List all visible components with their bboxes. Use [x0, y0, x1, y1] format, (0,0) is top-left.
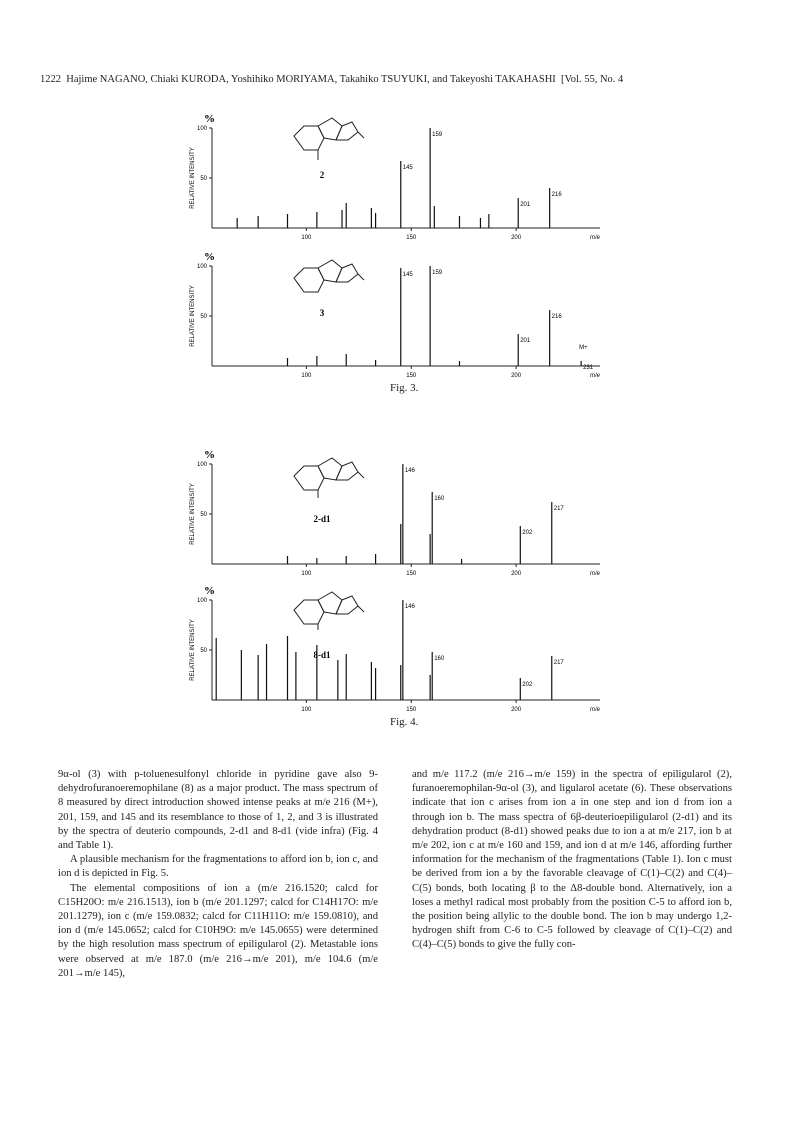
x-tick-label: 200 — [511, 707, 522, 713]
x-tick-label: 200 — [511, 373, 522, 379]
peak-label: 159 — [432, 270, 443, 276]
percent-label: % — [204, 113, 215, 125]
x-tick-label: 150 — [406, 571, 417, 577]
spectrum-svg — [190, 584, 610, 724]
peak-label: 146 — [404, 468, 415, 474]
y-tick-label: 50 — [200, 512, 207, 518]
structure-2-d1 — [288, 454, 368, 514]
x-axis-label: m/e — [589, 571, 600, 577]
peak-label: 216 — [551, 314, 562, 320]
peak-label: 145 — [402, 165, 413, 171]
figure-4-caption: Fig. 4. — [390, 716, 419, 728]
running-header — [40, 74, 740, 85]
percent-label: % — [204, 585, 215, 597]
x-tick-label: 150 — [406, 373, 417, 379]
x-tick-label: 100 — [301, 373, 312, 379]
peak-label: 201 — [520, 202, 531, 208]
peak-label: 231 — [583, 365, 594, 371]
compound-label: 2-d1 — [313, 514, 331, 524]
figure-3-caption: Fig. 3. — [390, 382, 419, 394]
x-tick-label: 100 — [301, 235, 312, 241]
x-tick-label: 200 — [511, 571, 522, 577]
structure-2 — [288, 108, 368, 178]
x-tick-label: 150 — [406, 707, 417, 713]
y-axis-label: RELATIVE INTENSITY — [190, 619, 196, 681]
y-tick-label: 50 — [200, 314, 207, 320]
y-tick-label: 100 — [196, 264, 207, 270]
paragraph: The elemental compositions of ion a (m/e 216.1520; calcd for C15H20O: m/e 216.1513), ion b (m/e 201.1297; calcd for C14H17O: m/e 201.1279), ion c (m/e 159.0832; calcd for C11H11O: m/e 159.0810), and ion d (m/e 145.0652; calcd for C10H9O: m/e 145.0655) were determined by the high resolution mass spectrum of epiligularol (2). Metastable ions were observed at m/e 187.0 (m/e 216→m/e 201), m/e 104.6 (m/e 201→m/e 145), — [58, 882, 378, 979]
peak-label: 217 — [553, 660, 564, 666]
spectrum-svg — [190, 112, 610, 252]
mass-spectrum-3 — [190, 250, 630, 390]
molecular-ion-label: M+ — [579, 345, 588, 351]
peak-label: 145 — [402, 272, 413, 278]
mass-spectrum-2 — [190, 112, 630, 252]
paragraph: 9α-ol (3) with p-toluenesulfonyl chloride in pyridine gave also 9-dehydrofuranoeremophilane (8) as a major product. The mass spectrum of 8 measured by direct introduction showed intense peaks at m/e 216 (M+), 201, 159, and 145 and its resemblance to those of 1, 2, and 3 is illustrated by the spectra of deuterio compounds, 2-d1 and 8-d1 (vide infra) (Fig. 4 and Table 1). — [58, 769, 378, 852]
volume-info: [Vol. 55, No. 4 — [561, 74, 624, 85]
structure-3 — [288, 252, 368, 312]
peak-label: 159 — [432, 132, 443, 138]
peak-label: 202 — [522, 682, 533, 688]
y-tick-label: 100 — [196, 598, 207, 604]
compound-label: 2 — [319, 170, 325, 180]
peak-label: 217 — [553, 506, 564, 512]
author-list: Hajime NAGANO, Chiaki KURODA, Yoshihiko MORIYAMA, Takahiko TSUYUKI, and Takeyoshi TAKAHASHI — [66, 74, 556, 85]
y-tick-label: 50 — [200, 176, 207, 182]
paragraph: A plausible mechanism for the fragmentations to afford ion b, ion c, and ion d is depicted in Fig. 5. — [58, 854, 378, 880]
text-column-left — [58, 768, 378, 981]
spectrum-svg — [190, 448, 610, 588]
y-axis-label: RELATIVE INTENSITY — [190, 483, 196, 545]
peak-label: 201 — [520, 338, 531, 344]
x-axis-label: m/e — [589, 707, 600, 713]
percent-label: % — [204, 251, 215, 263]
x-tick-label: 150 — [406, 235, 417, 241]
y-axis-label: RELATIVE INTENSITY — [190, 285, 196, 347]
compound-label: 8-d1 — [313, 650, 331, 660]
peak-label: 202 — [522, 530, 533, 536]
peak-label: 216 — [551, 192, 562, 198]
y-axis-label: RELATIVE INTENSITY — [190, 147, 196, 209]
peak-label: 160 — [434, 656, 445, 662]
peak-label: 160 — [434, 496, 445, 502]
page-number: 1222 — [40, 74, 61, 85]
percent-label: % — [204, 449, 215, 461]
y-tick-label: 100 — [196, 126, 207, 132]
y-tick-label: 100 — [196, 462, 207, 468]
x-tick-label: 200 — [511, 235, 522, 241]
y-tick-label: 50 — [200, 648, 207, 654]
x-axis-label: m/e — [589, 373, 600, 379]
text-column-right — [412, 768, 732, 953]
mass-spectrum-8-d1 — [190, 584, 630, 724]
x-tick-label: 100 — [301, 707, 312, 713]
x-axis-label: m/e — [589, 235, 600, 241]
x-tick-label: 100 — [301, 571, 312, 577]
spectrum-svg — [190, 250, 610, 390]
paragraph: and m/e 117.2 (m/e 216→m/e 159) in the spectra of epiligularol (2), furanoeremophilan-9α-ol (3), and ligularol acetate (6). These observations indicate that ion c arises from ion a in one step and ion d from ion a through ion b. The mass spectra of 6β-deuterioepiligularol (2-d1) and its dehydration product (8-d1) showed peaks due to ion a at m/e 217, ion b at m/e 202, ion c at m/e 160 and 159, and ion d at m/e 146, affording further information for the mechanism of the fragmentations (Table 1). Ion c must be derived from ion a by the favorable cleavage of C(1)–C(2) and C(4)–C(5) bonds, both locating β to the Δ8-double bond. Alternatively, ion a loses a methyl radical most probably from the position C-5 to afford ion b, the position being allylic to the double bond. The ion b may undergo 1,2-hydrogen shift from C-6 to C-5 followed by cleavage of C(1)–C(2) and C(4)–C(5) bonds to give the fully con- — [412, 769, 732, 951]
structure-8-d1 — [288, 590, 368, 640]
compound-label: 3 — [319, 308, 325, 318]
mass-spectrum-2-d1 — [190, 448, 630, 588]
peak-label: 146 — [404, 604, 415, 610]
